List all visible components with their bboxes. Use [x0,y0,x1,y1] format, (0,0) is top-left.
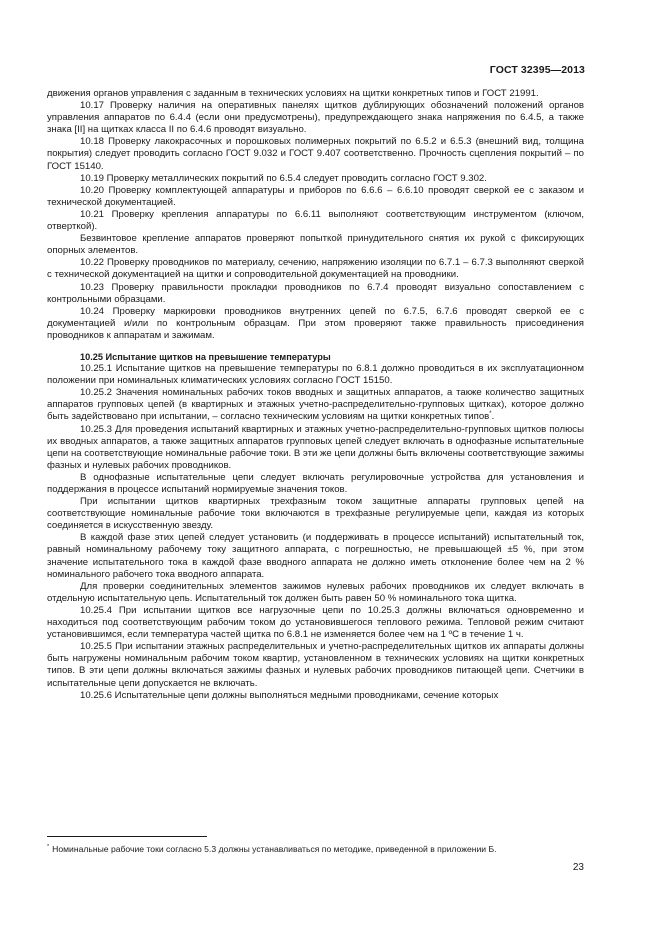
paragraph: При испытании щитков квартирных трехфазным током защитные аппараты групповых цепей на соответствующие номинальные рабочие токи включаются в трехфазные регулируемые цепи, каждая из которых соединяется в искусственную звезду. [47,496,584,532]
paragraph: В однофазные испытательные цепи следует включать регулировочные устройства для установления и поддержания в процессе испытаний нормируемые значения токов. [47,471,584,495]
standard-code: ГОСТ 32395—2013 [489,64,585,76]
paragraph-10-25-2 [47,387,584,423]
paragraph-text: 10.25.2 Значения номинальных рабочих токов вводных и защитных аппаратов, а также количество защитных аппаратов групповых цепей (в квартирных и этажных учетно-распределительно-групповых щитках), которое должно быть задействовано при испытании, – согласно техническим условиям на щитки конкретных типов [47,387,584,423]
paragraph-10-25-6: 10.25.6 Испытательные цепи должны выполняться медными проводниками, сечение которых [80,689,499,701]
paragraph: В каждой фазе этих цепей следует установить (и поддерживать в процессе испытаний) испытательный ток, равный номинальному рабочему току защитного аппарата, с погрешностью, не превышающей ±5 %, при этом значение испытательного тока в каждой фазе вводного аппарата не должно иметь отклонение более чем на 2 % номинального рабочего тока вводного аппарата. [47,532,584,580]
paragraph-10-22: 10.22 Проверку проводников по материалу, сечению, напряжению изоляции по 6.7.1 – 6.7.3 выполняют сверкой с технической документацией на щитки и сопроводительной документацией на проводники. [47,257,584,281]
section-heading-10-25: 10.25 Испытание щитков на превышение температуры [80,351,331,362]
paragraph: Для проверки соединительных элементов зажимов нулевых рабочих проводников их следует включать в отдельную испытательную цепь. Испытательный ток должен быть равен 50 % номинального тока щитка. [47,580,584,604]
paragraph-10-23: 10.23 Проверку правильности прокладки проводников по 6.7.4 проводят визуально сопоставлением с контрольными образцами. [47,281,584,305]
document-body [47,88,584,702]
paragraph-10-25-1: 10.25.1 Испытание щитков на превышение температуры по 6.8.1 должно проводиться в их эксплуатационном положении при номинальных климатических условиях согласно ГОСТ 15150. [47,363,584,387]
paragraph-10-25-5: 10.25.5 При испытании этажных распределительных и учетно-распределительных щитков их аппараты должны быть нагружены номинальным рабочим током квартир, установленном в технических условиях на щитки конкретных типов. В эти цепи должны включаться зажимы фазных и нулевых рабочих проводников питающей цепи. Счетчики в испытательные цепи допускается не включать. [47,641,584,689]
footnote-divider [47,836,207,837]
paragraph-10-18: 10.18 Проверку лакокрасочных и порошковых полимерных покрытий по 6.5.2 и 6.5.3 (внешний вид, толщина покрытия) следует проводить согласно ГОСТ 9.032 и ГОСТ 9.407 соответственно. Прочность сцепления покрытий – по ГОСТ 15140. [47,136,584,172]
paragraph-10-20: 10.20 Проверку комплектующей аппаратуры и приборов по 6.6.6 – 6.6.10 проводят сверкой ее с заказом и технической документацией. [47,184,584,208]
footnote-text: Номинальные рабочие токи согласно 5.3 должны устанавливаться по методике, приведенной в приложении Б. [52,844,497,854]
paragraph-10-25-3: 10.25.3 Для проведения испытаний квартирных и этажных учетно-распределительно-групповых щитков полюсы их вводных аппаратов, а также защитных аппаратов групповых цепей следует включать в однофазные испытательные цепи на соответствующие номинальные рабочие токи. В эти же цепи должны быть включены соответствующие зажимы фазных и нулевых рабочих проводников. [47,423,584,471]
paragraph-10-24: 10.24 Проверку маркировки проводников внутренних цепей по 6.7.5, 6.7.6 проводят сверкой ее с документацией и/или по контрольным образцам. При этом проверяют также правильность присоединения проводников к аппаратам и зажимам. [47,305,584,341]
paragraph-10-25-4: 10.25.4 При испытании щитков все нагрузочные цепи по 10.25.3 должны включаться одновременно и находиться под соответствующим рабочим током до установившегося теплового режима. Тепловой режим считают установившимся, если температура частей щитка по 6.8.1 не изменяется более чем на 1 ºС в течение 1 ч. [47,604,584,641]
footnote-reference: * [489,411,492,418]
footnote [47,844,584,855]
footnote-marker: * [47,844,50,851]
paragraph-10-19: 10.19 Проверку металлических покрытий по 6.5.4 следует проводить согласно ГОСТ 9.302. [80,172,487,184]
page-number: 23 [572,862,584,873]
paragraph: Безвинтовое крепление аппаратов проверяют попыткой принудительного снятия их рукой с фиксирующих опорных элементов. [47,233,584,257]
paragraph-end: . [491,411,495,423]
paragraph-10-21: 10.21 Проверку крепления аппаратуры по 6.6.11 выполняют соответствующим инструментом (ключом, отверткой). [47,208,584,233]
paragraph-10-17: 10.17 Проверку наличия на оперативных панелях щитков дублирующих обозначений положений органов управления аппаратов по 6.4.4 (если они предусмотрены), предупреждающего знака напряжения по 6.4.5, а также знака [II] на щитках класса II по 6.4.6 проводят визуально. [47,100,584,136]
paragraph: движения органов управления с заданным в технических условиях на щитки конкретных типов и ГОСТ 21991. [47,88,539,99]
